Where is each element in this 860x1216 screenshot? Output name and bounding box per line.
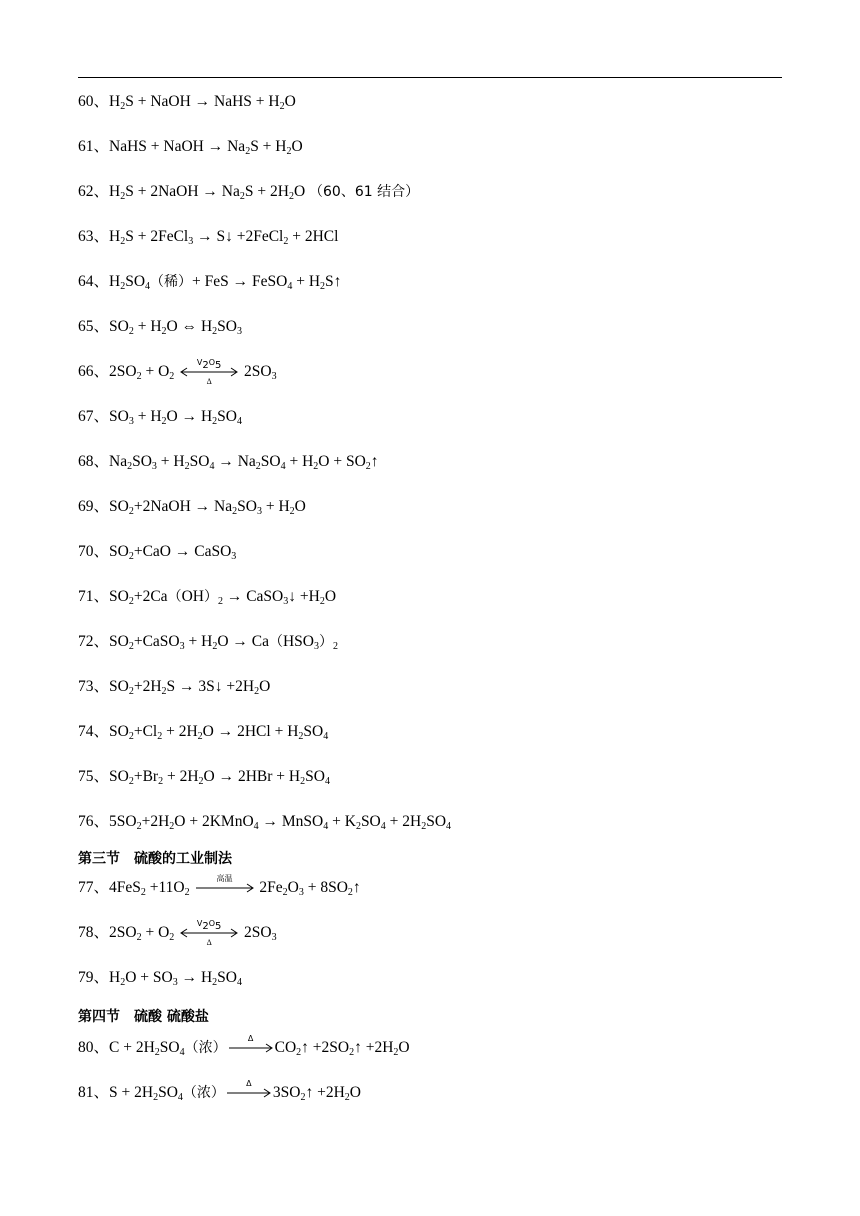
equation-row bbox=[78, 497, 306, 517]
equation-formula: $5SO_2+2H_2O$ + 2KMnO$_4$ → MnSO$_4$ + $K_2SO_4 + 2H_2SO_4$ bbox=[109, 813, 452, 832]
equation-number: 77、 bbox=[78, 879, 110, 896]
equation-number: 70、 bbox=[78, 543, 110, 560]
equation-number: 72、 bbox=[78, 633, 110, 650]
equation-formula: $H_2S$ + 2NaOH → $Na_2S + 2H_2O$ （60、61 结合） bbox=[109, 183, 420, 202]
equation-row bbox=[78, 317, 242, 337]
equation-number: 63、 bbox=[78, 228, 110, 245]
equation-row bbox=[78, 919, 277, 948]
equation-number: 68、 bbox=[78, 453, 110, 470]
equation-formula: $SO_2+CaO$ → CaSO$_3$ bbox=[109, 543, 237, 562]
equation-number: 75、 bbox=[78, 768, 110, 785]
equation-row bbox=[78, 587, 336, 607]
equation-row bbox=[78, 968, 242, 988]
equation-row bbox=[78, 812, 451, 832]
section-heading bbox=[78, 848, 232, 868]
section-number: 第四节 bbox=[78, 1009, 120, 1025]
equation-number: 61、 bbox=[78, 138, 110, 155]
equation-formula: $SO_2+CaSO_3 + H_2O \to Ca(HSO_3)_2$ bbox=[109, 633, 338, 652]
equation-formula: $SO_2+Br_2 + 2H_2O \to 2HBr + H_2SO_4$ bbox=[109, 768, 330, 787]
equation-formula: $H_2O + SO_3 \to H_2SO_4$ bbox=[109, 969, 242, 988]
equation-formula: $H_2SO_4$（稀）+ FeS → FeSO$_4$ + $H_2S↑$ bbox=[109, 273, 342, 292]
equation-formula: $C + 2H_2SO_4$（浓） Δ $CO_2↑$ $+2SO_2↑ +2H_2O$ bbox=[109, 1034, 410, 1058]
equation-number: 80、 bbox=[78, 1039, 110, 1056]
equation-number: 78、 bbox=[78, 924, 110, 941]
equation-formula: $S + 2H_2SO_4$（浓） Δ $3SO_2↑ +2H_2O$ bbox=[109, 1079, 361, 1103]
equation-row bbox=[78, 722, 328, 742]
equation-formula: $SO_3 + H_2O \to H_2SO_4$ bbox=[109, 408, 242, 427]
equation-formula: $SO_2+2NaOH \to Na_2SO_3 + H_2O$ bbox=[109, 498, 306, 517]
equation-row bbox=[78, 407, 242, 427]
equation-number: 81、 bbox=[78, 1084, 110, 1101]
equation-formula: $Na_2SO_3 + H_2SO_4 \to Na_2SO_4 + H_2O$ + $SO_2↑$ bbox=[109, 453, 379, 472]
equation-row bbox=[78, 632, 338, 652]
equation-formula: $SO_2 + H_2O$ ⇔ $H_2SO_3$ bbox=[109, 318, 242, 337]
section-number: 第三节 bbox=[78, 851, 120, 867]
equation-row bbox=[78, 92, 296, 112]
equation-number: 60、 bbox=[78, 93, 110, 110]
equation-row bbox=[78, 182, 419, 202]
equation-row bbox=[78, 452, 379, 472]
equation-row bbox=[78, 767, 330, 787]
equation-formula: $2SO_2 + O_2$ $V_2O_5$ Δ $2SO_3$ bbox=[109, 358, 277, 387]
equation-row bbox=[78, 1034, 410, 1058]
equation-formula: $2SO_2 + O_2$ $V_2O_5$ Δ $2SO_3$ bbox=[109, 919, 277, 948]
equation-number: 62、 bbox=[78, 183, 110, 200]
equation-number: 74、 bbox=[78, 723, 110, 740]
equation-row bbox=[78, 137, 303, 157]
equation-formula: NaHS + NaOH → $Na_2S + H_2O$ bbox=[109, 138, 303, 157]
section-heading bbox=[78, 1006, 209, 1026]
section-title: 硫酸的工业制法 bbox=[134, 851, 232, 867]
equation-number: 71、 bbox=[78, 588, 110, 605]
section-title: 硫酸 硫酸盐 bbox=[134, 1009, 209, 1025]
equation-number: 73、 bbox=[78, 678, 110, 695]
equation-formula: $SO_2+2Ca(OH)_2$ → CaSO$_3$↓ $+H_2O$ bbox=[109, 588, 337, 607]
equation-number: 66、 bbox=[78, 363, 110, 380]
equation-row bbox=[78, 358, 277, 387]
equation-number: 69、 bbox=[78, 498, 110, 515]
equation-number: 67、 bbox=[78, 408, 110, 425]
equation-number: 65、 bbox=[78, 318, 110, 335]
header-rule bbox=[78, 77, 782, 78]
equation-row bbox=[78, 1079, 361, 1103]
equation-number: 64、 bbox=[78, 273, 110, 290]
equation-row bbox=[78, 874, 361, 898]
equation-number: 79、 bbox=[78, 969, 110, 986]
equation-formula: $SO_2+Cl_2 + 2H_2O \to 2HCl + H_2SO_4$ bbox=[109, 723, 329, 742]
equation-formula: $H_2S$ + NaOH → NaHS + $H_2O$ bbox=[109, 93, 296, 112]
equation-formula: $4FeS_2 +11O_2$ 高温 $2Fe_2O_3$ + $8SO_2↑$ bbox=[109, 874, 361, 898]
equation-row bbox=[78, 542, 236, 562]
equation-row bbox=[78, 272, 341, 292]
equation-formula: $H_2S$ + 2FeCl$_3$ → S↓ +2FeCl$_2$ + 2HCl bbox=[109, 228, 339, 247]
equation-row bbox=[78, 227, 338, 247]
equation-formula: $SO_2+2H_2S$ → 3S↓ $+2H_2O$ bbox=[109, 678, 271, 697]
equation-number: 76、 bbox=[78, 813, 110, 830]
equation-row bbox=[78, 677, 270, 697]
